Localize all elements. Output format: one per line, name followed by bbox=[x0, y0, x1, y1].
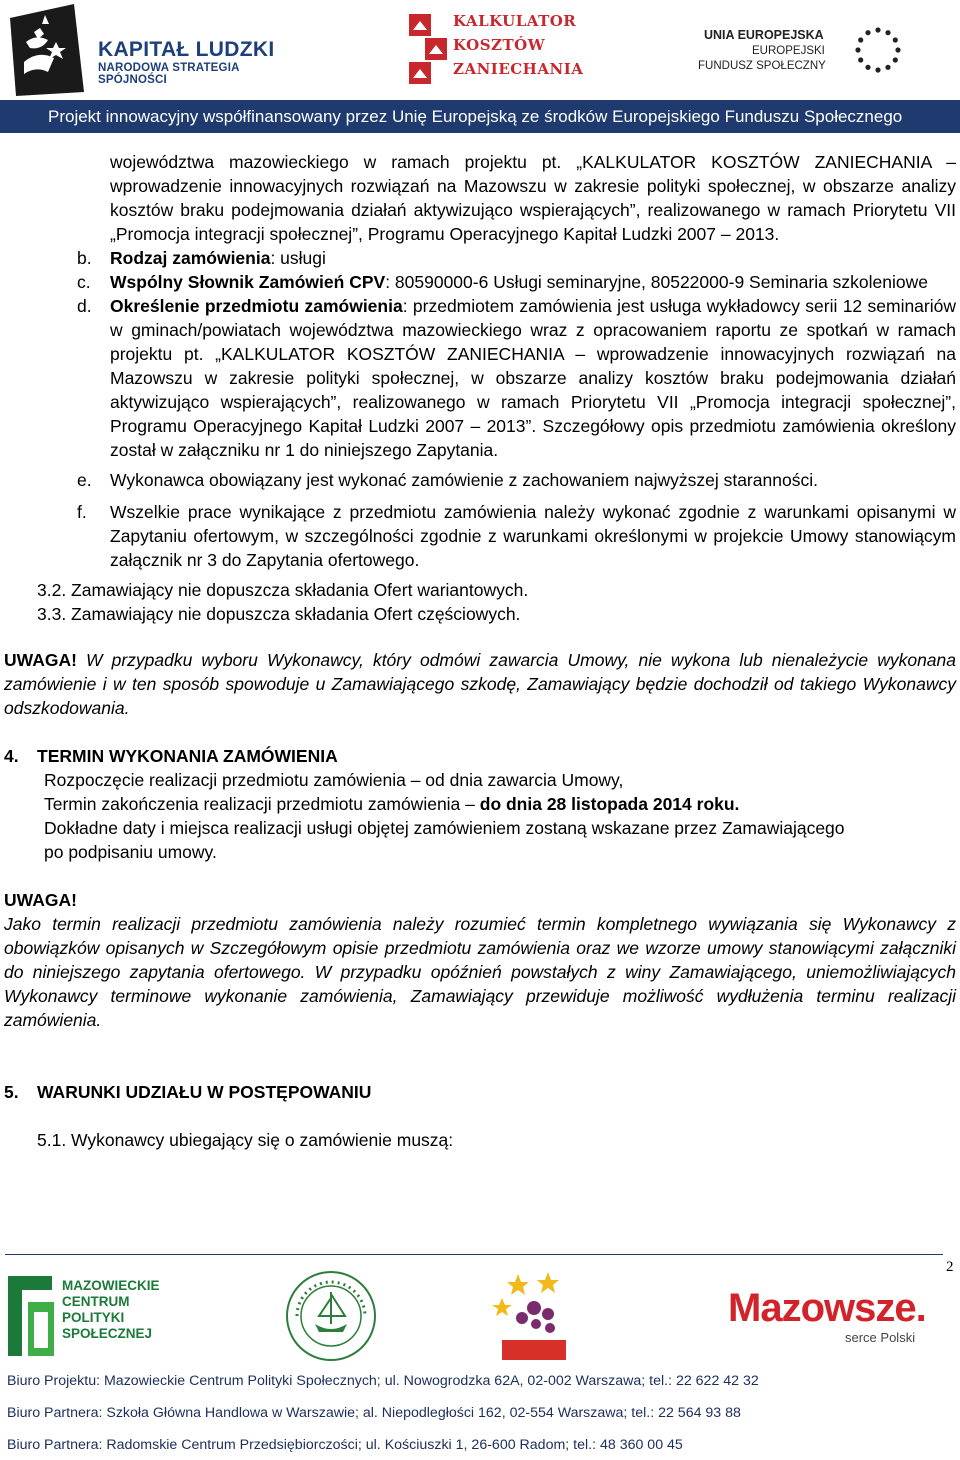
section-4-number: 4. bbox=[4, 746, 19, 766]
kalkulator-line-2: KOSZTÓW bbox=[453, 36, 546, 54]
footer-divider bbox=[5, 1254, 943, 1255]
item-3-3: 3.3. Zamawiający nie dopuszcza składania Ofert częściowych. bbox=[37, 604, 521, 624]
item-f bbox=[0, 500, 960, 572]
uwaga-1-text: W przypadku wyboru Wykonawcy, który odmówi zawarcia Umowy, nie wykona lub nienależycie wykonana zamówienie i w ten sposób spowoduje u Zamawiającego szkodę, Zamawiający będzie dochodził od takiego Wykonawcy odszkodowania. bbox=[4, 650, 956, 718]
page-header bbox=[0, 0, 960, 136]
item-5-1: 5.1. Wykonawcy ubiegający się o zamówienie muszą: bbox=[37, 1130, 454, 1150]
item-e bbox=[0, 468, 960, 492]
rcp-stars-icon bbox=[488, 1268, 580, 1364]
kapital-ludzki-subtitle: NARODOWA STRATEGIA SPÓJNOŚCI bbox=[98, 62, 240, 86]
item-b-marker: b. bbox=[77, 248, 92, 268]
kalkulator-line-1: KALKULATOR bbox=[453, 12, 577, 30]
kapital-ludzki-logo bbox=[6, 2, 296, 98]
kapital-ludzki-title: KAPITAŁ LUDZKI bbox=[98, 38, 275, 61]
mazowsze-wordmark: Mazowsze. bbox=[728, 1286, 926, 1330]
mcps-name bbox=[62, 1278, 160, 1342]
uwaga-2-text: Jako termin realizacji przedmiotu zamówienia należy rozumieć termin kompletnego wywiązania się Wykonawcy z obowiązków opisanych w Szczegółowym opisie przedmiotu zamówienia oraz we wzorze umowy stanowiącymi załączniki do niniejszego zapytania ofertowego. W przypadku opóźnień powstałych z winy Zamawiającego, uniemożliwiających Wykonawcy terminowe wykonanie zamówienia, Zamawiający przewiduje możliwość wydłużenia terminu realizacji zamówienia. bbox=[4, 914, 956, 1030]
mcps-line-2: CENTRUM bbox=[62, 1294, 130, 1309]
mazowsze-tagline: serce Polski bbox=[845, 1330, 916, 1345]
mazowsze-logo bbox=[728, 1282, 958, 1352]
item-d-text: : przedmiotem zamówienia jest usługa wykładowcy serii 12 seminariów w gminach/powiatach województwa mazowieckiego wraz z opracowaniem raportu ze spotkań w ramach projektu pt. „KALKULATOR KOSZTÓW ZANIECHANIA – wprowadzenie innowacyjnych rozwiązań na Mazowszu w zakresie polityki społecznej, w obszarze analizy kosztów braku podejmowania działań aktywizująco wspierających”, realizowanego w ramach Priorytetu VII „Promocja integracji społecznej”, Programu Operacyjnego Kapitał Ludzki 2007 – 2013”. Szczegółowy opis przedmiotu zamówienia określony został w załączniku nr 1 do niniejszego Zapytania. bbox=[110, 296, 957, 460]
contact-partner-sgh: Biuro Partnera: Szkoła Główna Handlowa w Warszawie; al. Niepodległości 162, 02-554 Warszawa; tel.: 22 564 93 88 bbox=[7, 1405, 741, 1421]
section-5-number: 5. bbox=[4, 1082, 19, 1102]
item-e-marker: e. bbox=[77, 470, 92, 490]
item-f-text: Wszelkie prace wynikające z przedmiotu zamówienia należy wykonać zgodnie z warunkami opisanymi w Zapytaniu ofertowym, w szczególności zgodnie z warunkami określonymi w projekcie Umowy stanowiącym załącznik nr 3 do Zapytania ofertowego. bbox=[110, 502, 956, 570]
item-c bbox=[0, 270, 960, 294]
termin-line-2 bbox=[0, 792, 960, 816]
section-5-title: WARUNKI UDZIAŁU W POSTĘPOWANIU bbox=[37, 1082, 372, 1102]
uwaga-1-label: UWAGA! bbox=[4, 650, 77, 670]
page-number: 2 bbox=[946, 1259, 954, 1275]
contact-project-office: Biuro Projektu: Mazowieckie Centrum Polityki Społecznych; ul. Nowogrodzka 62A, 02-002 Warszawa; tel.: 22 622 42 32 bbox=[7, 1373, 759, 1389]
mcps-logo bbox=[6, 1272, 176, 1362]
ue-line-3: FUNDUSZ SPOŁECZNY bbox=[698, 60, 826, 72]
item-e-text: Wykonawca obowiązany jest wykonać zamówienie z zachowaniem najwyższej staranności. bbox=[110, 470, 818, 490]
item-a-continuation bbox=[0, 150, 960, 246]
item-3-2: 3.2. Zamawiający nie dopuszcza składania Ofert wariantowych. bbox=[37, 580, 529, 600]
ue-title: UNIA EUROPEJSKA bbox=[704, 28, 824, 42]
mcps-line-1: MAZOWIECKIE bbox=[62, 1278, 160, 1293]
item-b-label: Rodzaj zamówienia bbox=[110, 248, 271, 268]
eu-stars-icon bbox=[852, 24, 904, 76]
kalkulator-kosztow-logo bbox=[405, 8, 584, 88]
termin-line-1: Rozpoczęcie realizacji przedmiotu zamówienia – od dnia zawarcia Umowy, bbox=[44, 770, 624, 790]
mcps-line-3: POLITYKI bbox=[62, 1310, 125, 1325]
item-d bbox=[0, 294, 960, 462]
item-f-marker: f. bbox=[77, 502, 87, 522]
sgh-seal-icon bbox=[283, 1268, 379, 1364]
termin-line-2-text: Termin zakończenia realizacji przedmiotu zamówienia – bbox=[44, 794, 480, 814]
termin-deadline: do dnia 28 listopada 2014 roku. bbox=[479, 794, 740, 814]
unia-europejska-logo bbox=[698, 22, 958, 82]
item-c-label: Wspólny Słownik Zamówień CPV bbox=[110, 272, 386, 292]
kalkulator-line-3: ZANIECHANIA bbox=[453, 60, 584, 78]
uwaga-warning-1 bbox=[0, 648, 960, 720]
section-4-heading bbox=[0, 744, 960, 768]
item-d-marker: d. bbox=[77, 296, 92, 316]
item-b-text: : usługi bbox=[270, 248, 326, 268]
section-5-heading bbox=[0, 1080, 960, 1104]
document-body bbox=[0, 150, 960, 1152]
item-b bbox=[0, 246, 960, 270]
project-band: Projekt innowacyjny współfinansowany przez Unię Europejską ze środków Europejskiego Funduszu Społecznego bbox=[0, 100, 960, 133]
item-c-text: : 80590000-6 Usługi seminaryjne, 80522000-9 Seminaria szkoleniowe bbox=[385, 272, 929, 292]
rcp-logo bbox=[488, 1268, 580, 1364]
contact-partner-rcp: Biuro Partnera: Radomskie Centrum Przedsiębiorczości; ul. Kościuszki 1, 26-600 Radom; tel.: 48 360 00 45 bbox=[7, 1437, 683, 1453]
kapital-ludzki-emblem-icon bbox=[6, 2, 96, 98]
uwaga-2-label: UWAGA! bbox=[4, 890, 77, 910]
mcps-line-4: SPOŁECZNEJ bbox=[62, 1326, 153, 1341]
mcps-emblem-icon bbox=[6, 1272, 60, 1362]
item-c-marker: c. bbox=[77, 272, 91, 292]
ue-line-2: EUROPEJSKI bbox=[752, 45, 825, 57]
section-4-title: TERMIN WYKONANIA ZAMÓWIENIA bbox=[37, 746, 338, 766]
item-a-text: województwa mazowieckiego w ramach projektu pt. „KALKULATOR KOSZTÓW ZANIECHANIA – wprowadzenie innowacyjnych rozwiązań na Mazowszu w zakresie polityki społecznej, w obszarze analizy kosztów braku podejmowania działań aktywizująco wspierających”, realizowanego w ramach Priorytetu VII „Promocja integracji społecznej”, Programu Operacyjnego Kapitał Ludzki 2007 – 2013. bbox=[110, 152, 956, 244]
item-d-label: Określenie przedmiotu zamówienia bbox=[110, 296, 403, 316]
sgh-seal-logo bbox=[283, 1268, 379, 1364]
termin-line-3: Dokładne daty i miejsca realizacji usługi objętej zamówieniem zostaną wskazane przez Zamawiającego po podpisaniu umowy. bbox=[44, 818, 845, 862]
kalkulator-house-icon bbox=[405, 8, 451, 86]
